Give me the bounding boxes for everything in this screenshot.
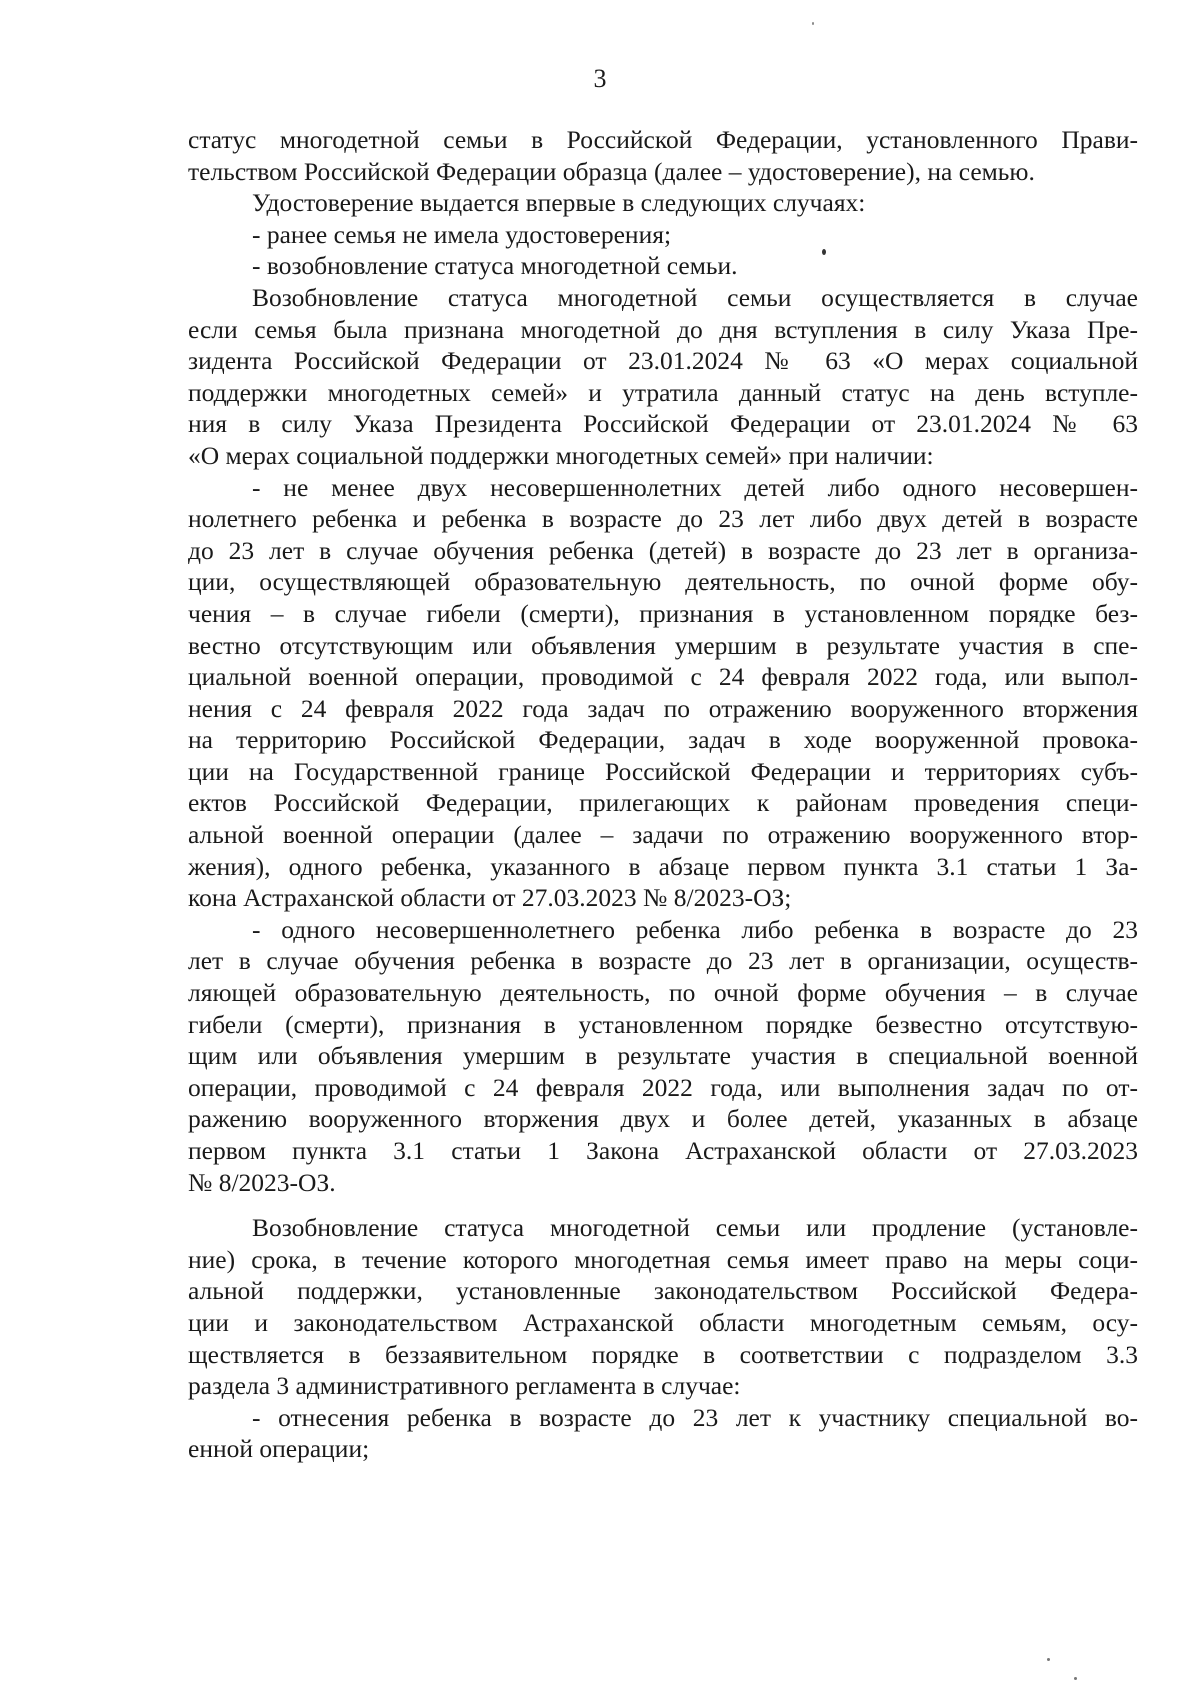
paragraph-continuation <box>188 124 1138 187</box>
text-line: ражению вооруженного вторжения двух и более детей, указанных в абзаце <box>188 1104 1138 1134</box>
text-line: статус многодетной семьи в Российской Федерации, установленного Прави- <box>188 125 1138 154</box>
text-line: альной поддержки, установленные законодательством Российской Федера- <box>188 1276 1138 1306</box>
page-number: 3 <box>593 64 607 93</box>
text-line: нения с 24 февраля 2022 года задач по отражению вооруженного вторжения <box>188 693 1138 723</box>
text-line: ектов Российской Федерации, прилегающих к районам проведения специ- <box>188 788 1138 818</box>
text-line: альной военной операции (далее – задачи по отражению вооруженного втор- <box>188 820 1138 850</box>
text-line: поддержки многодетных семей» и утратила данный статус на день вступле- <box>188 377 1138 407</box>
scan-speck <box>1074 1677 1077 1680</box>
text-line: нолетнего ребенка и ребенка в возрасте до 23 лет либо двух детей в возрасте <box>188 504 1138 534</box>
text-line: жения), одного ребенка, указанного в абзаце первом пункта 3.1 статьи 1 За- <box>188 851 1138 881</box>
scan-speck <box>812 22 814 25</box>
list-item <box>188 219 1138 251</box>
text-line: енной операции; <box>188 1434 370 1464</box>
list-item <box>188 914 1138 1198</box>
text-line: «О мерах социальной поддержки многодетных семей» при наличии: <box>188 440 934 470</box>
text-line: на территорию Российской Федерации, задач в ходе вооруженной провока- <box>188 725 1138 755</box>
text-line: ции и законодательством Астраханской области многодетным семьям, осу- <box>188 1307 1138 1337</box>
paragraph-intro <box>188 187 1138 219</box>
text-line: гибели (смерти), признания в установленном порядке безвестно отсутствую- <box>188 1009 1138 1039</box>
scan-speck <box>1047 1658 1050 1661</box>
text-line: ции на Государственной границе Российской Федерации и территориях субъ- <box>188 756 1138 786</box>
text-line: если семья была признана многодетной до дня вступления в силу Указа Пре- <box>188 314 1138 344</box>
text-line: - не менее двух несовершеннолетних детей либо одного несовершен- <box>252 472 1138 502</box>
text-line: зидента Российской Федерации от 23.01.2024 № 63 «О мерах социальной <box>188 346 1138 376</box>
list-item <box>188 472 1138 914</box>
text-line: ции, осуществляющей образовательную деятельность, по очной форме обу- <box>188 567 1138 597</box>
text-line: циальной военной операции, проводимой с 24 февраля 2022 года, или выпол- <box>188 662 1138 692</box>
text-line: тельством Российской Федерации образца (далее – удостоверение), на семью. <box>188 156 1035 186</box>
list-item <box>188 250 1138 282</box>
list-item <box>188 1402 1138 1465</box>
text-line: Возобновление статуса многодетной семьи или продление (установле- <box>252 1213 1138 1243</box>
text-line: Удостоверение выдается впервые в следующих случаях: <box>252 188 866 218</box>
paragraph-renewal <box>188 282 1138 472</box>
paragraph-extension <box>188 1212 1138 1402</box>
text-line: - возобновление статуса многодетной семьи. <box>252 251 738 281</box>
text-line: № 8/2023-ОЗ. <box>188 1167 336 1197</box>
text-line: вестно отсутствующим или объявления умершим в результате участия в спе- <box>188 630 1138 660</box>
text-line: чения – в случае гибели (смерти), признания в установленном порядке без- <box>188 598 1138 628</box>
text-line: - одного несовершеннолетнего ребенка либо ребенка в возрасте до 23 <box>252 914 1138 944</box>
text-line: ляющей образовательную деятельность, по очной форме обучения – в случае <box>188 978 1138 1008</box>
text-line: ществляется в беззаявительном порядке в соответствии с подразделом 3.3 <box>188 1339 1138 1369</box>
text-line: - ранее семья не имела удостоверения; <box>252 219 672 249</box>
text-line: первом пункта 3.1 статьи 1 Закона Астраханской области от 27.03.2023 <box>188 1136 1138 1165</box>
text-line: ние) срока, в течение которого многодетная семья имеет право на меры соци- <box>188 1244 1138 1274</box>
text-line: Возобновление статуса многодетной семьи осуществляется в случае <box>252 282 1138 312</box>
text-line: ния в силу Указа Президента Российской Федерации от 23.01.2024 № 63 <box>188 409 1138 439</box>
text-line: щим или объявления умершим в результате участия в специальной военной <box>188 1041 1138 1071</box>
text-line: - отнесения ребенка в возрасте до 23 лет к участнику специальной во- <box>252 1402 1138 1432</box>
text-line: раздела 3 административного регламента в случае: <box>188 1371 741 1401</box>
text-line: операции, проводимой с 24 февраля 2022 года, или выполнения задач по от- <box>188 1072 1138 1102</box>
text-line: кона Астраханской области от 27.03.2023 № 8/2023-ОЗ; <box>188 883 792 913</box>
document-body <box>188 124 1138 1465</box>
text-line: лет в случае обучения ребенка в возрасте до 23 лет в организации, осуществ- <box>188 946 1138 976</box>
scan-speck <box>822 249 826 255</box>
text-line: до 23 лет в случае обучения ребенка (детей) в возрасте до 23 лет в организа- <box>188 535 1138 565</box>
